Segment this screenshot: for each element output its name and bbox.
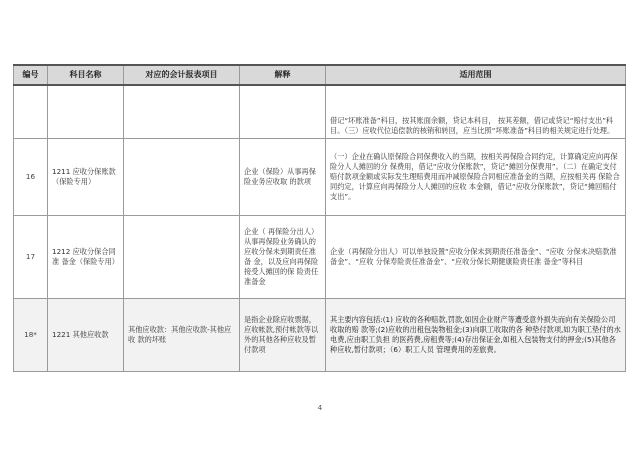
table-row bbox=[14, 216, 626, 299]
row-number: 18* bbox=[14, 299, 48, 372]
row-number: 17 bbox=[14, 216, 48, 299]
report-item: 其他应收款：其他应收款-其他应收 款的坏账 bbox=[124, 299, 240, 372]
header-scope: 适用范围 bbox=[326, 65, 626, 85]
account-name bbox=[48, 85, 124, 139]
row-number: 16 bbox=[14, 139, 48, 216]
account-name: 1211 应收分保账款（保险专用） bbox=[48, 139, 124, 216]
account-name: 1212 应收分保合同准 备金（保险专用） bbox=[48, 216, 124, 299]
table-row bbox=[14, 85, 626, 139]
scope: 企业（再保险分出人）可以单独设置“应收分保未到期责任准备金”、“应收 分保未决赔款准备金”、“应收 分保寿险责任准备金”、“应收分保长期健康险责任准 备金”等科目 bbox=[326, 216, 626, 299]
accounts-table bbox=[13, 64, 626, 372]
report-item bbox=[124, 85, 240, 139]
report-item bbox=[124, 139, 240, 216]
scope: （一）企业在确认原保险合同保费收入的当期，按相关再保险合同约定，计算确定应向再保险分人人摊回的分 保费用，借记“应收分保账款”，贷记“摊回分保费用”。（二）在确定支付赔付款项金额或实际发生理赔费用而冲减原保险合同相应准备金的当期，应按相关再 保险合同约定，计算应向再保险分人人摊回的应收 本金额，借记“应收分保账款”，贷记“摊回赔付支出”。 bbox=[326, 139, 626, 216]
table-row bbox=[14, 139, 626, 216]
scope: 借记“坏账准备”科目，按其账面余额，贷记本科目， 按其差额，借记或贷记“赔付支出”科目。（三）应收代位追偿款的核销和转回，应当比照“坏账准备”科目的相关规定进行处理。 bbox=[326, 85, 626, 139]
page-number: 4 bbox=[317, 404, 323, 412]
table-row bbox=[14, 299, 626, 372]
header-explanation: 解释 bbox=[240, 65, 326, 85]
report-item bbox=[124, 216, 240, 299]
explanation: 企业（保险）从事再保险业务应收取 的款项 bbox=[240, 139, 326, 216]
header-report-item: 对应的会计报表项目 bbox=[124, 65, 240, 85]
table-header-row bbox=[14, 65, 626, 85]
header-account-name: 科目名称 bbox=[48, 65, 124, 85]
row-number bbox=[14, 85, 48, 139]
explanation: 是指企业除应收票据，应收帐款,预付帐款等以外的其他各种应收及暂付款项 bbox=[240, 299, 326, 372]
explanation: 企业（ 再保险分出人）从事再保险业务确认的应收分保未到期责任准备 金，以及应向再保险接受人摊回的保 险责任准备金 bbox=[240, 216, 326, 299]
scope: 其主要内容包括:(1) 应收的各种赔款,罚款,如因企业财产等遭受意外损失而向有关保险公司收取的赔 款等;(2)应收的出租包装物租金;(3)向职工收取的各 种垫付款项,如为职工垫付的水电费,应由职工负担 的医药费,房租费等;(4)存出保证金,如租入包装物支付的押金;(5)其他各种应收,暂付款项；（6）职工人员 管理费用的差旅费。 bbox=[326, 299, 626, 372]
account-name: 1221 其他应收款 bbox=[48, 299, 124, 372]
header-number: 编号 bbox=[14, 65, 48, 85]
explanation bbox=[240, 85, 326, 139]
